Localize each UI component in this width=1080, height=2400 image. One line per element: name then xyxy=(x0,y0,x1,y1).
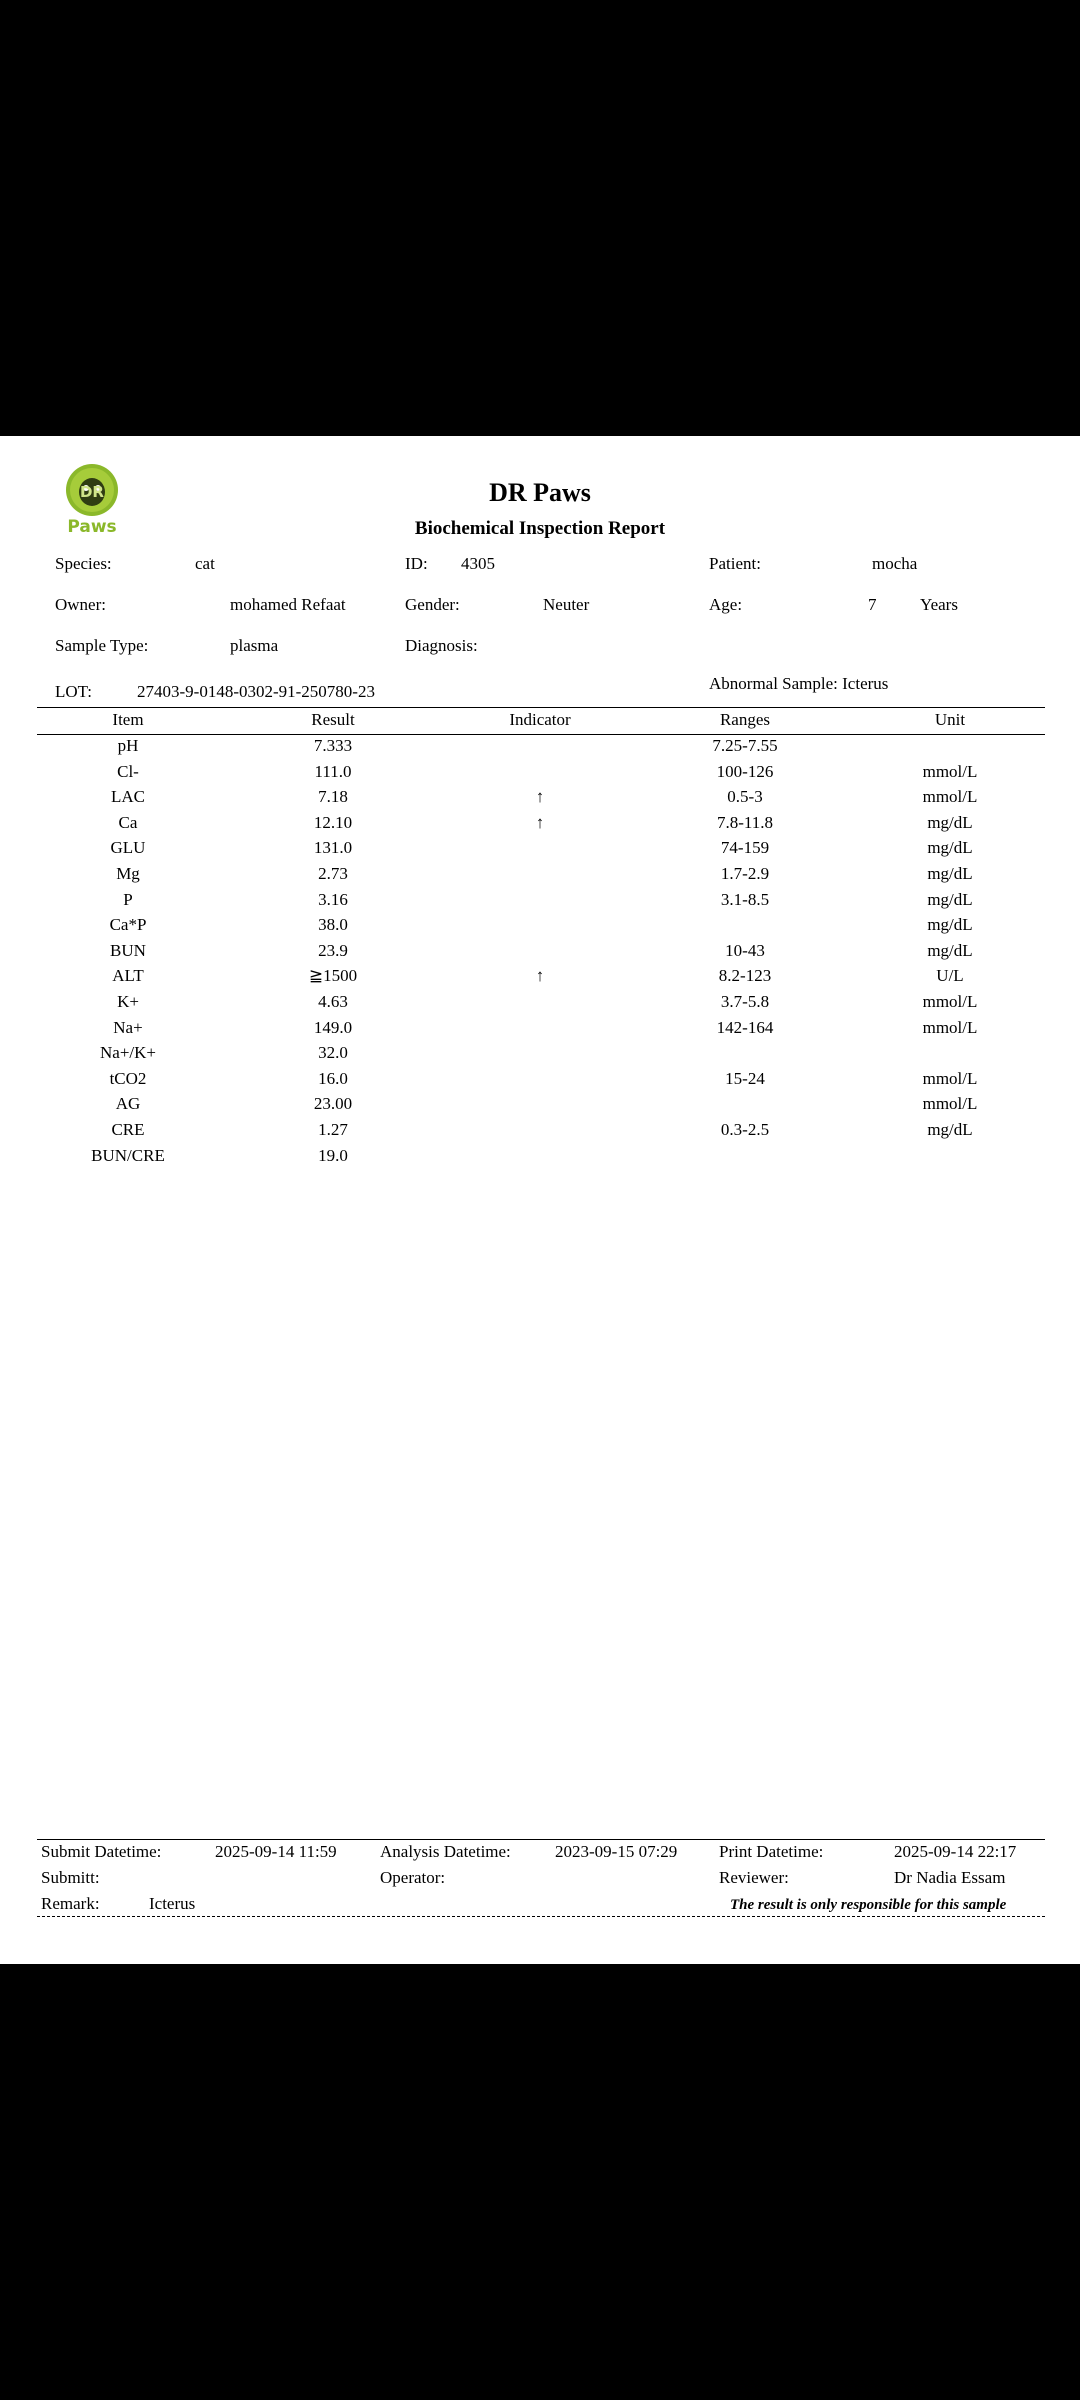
row-range: 7.8-11.8 xyxy=(716,812,774,832)
high-indicator-arrow: ↑ xyxy=(535,812,545,832)
row-result: 3.16 xyxy=(318,889,348,909)
table-row xyxy=(0,992,1080,1017)
row-item: Cl- xyxy=(117,761,139,781)
row-unit: mmol/L xyxy=(922,1017,978,1037)
row-range: 74-159 xyxy=(720,838,770,858)
patient-label: Patient: xyxy=(709,554,761,573)
row-item: LAC xyxy=(111,787,145,807)
row-item: GLU xyxy=(110,838,146,858)
row-range: 142-164 xyxy=(716,1017,774,1037)
sample-type-label: Sample Type: xyxy=(55,636,149,655)
species-value: cat xyxy=(195,554,215,573)
sample-type-value: plasma xyxy=(230,636,279,655)
submit-datetime-label: Submit Datetime: xyxy=(41,1842,162,1861)
table-header-rule xyxy=(37,734,1045,735)
row-item: tCO2 xyxy=(109,1068,147,1088)
row-range: 1.7-2.9 xyxy=(720,864,770,883)
row-result: 7.18 xyxy=(318,787,348,807)
row-result: ≧1500 xyxy=(308,966,358,986)
patient-value: mocha xyxy=(872,554,918,573)
row-unit: mmol/L xyxy=(922,1094,978,1114)
id-label: ID: xyxy=(405,554,428,573)
row-result: 16.0 xyxy=(318,1068,348,1088)
row-result: 23.9 xyxy=(318,940,348,960)
remark-label: Remark: xyxy=(41,1894,100,1913)
row-range: 3.1-8.5 xyxy=(720,889,770,909)
row-unit: mmol/L xyxy=(922,787,978,807)
row-range: 7.25-7.55 xyxy=(712,736,778,755)
table-row xyxy=(0,915,1080,940)
row-item: ALT xyxy=(112,966,144,986)
header-unit: Unit xyxy=(934,710,966,729)
row-item: BUN/CRE xyxy=(91,1145,165,1165)
row-item: P xyxy=(123,889,133,909)
row-unit: mg/dL xyxy=(927,838,973,858)
row-result: 7.333 xyxy=(313,736,353,755)
row-result: 4.63 xyxy=(318,992,348,1011)
row-unit: U/L xyxy=(936,966,964,986)
id-value: 4305 xyxy=(461,554,495,573)
print-datetime-label: Print Datetime: xyxy=(719,1842,824,1861)
row-item: CRE xyxy=(111,1120,145,1139)
table-row xyxy=(0,890,1080,915)
row-unit: mg/dL xyxy=(927,889,973,909)
table-top-rule xyxy=(37,707,1045,708)
row-range: 0.5-3 xyxy=(727,787,763,807)
submit-datetime-value: 2025-09-14 11:59 xyxy=(215,1842,337,1861)
table-row xyxy=(0,1120,1080,1145)
svg-text:Paws: Paws xyxy=(67,517,117,537)
gender-label: Gender: xyxy=(405,595,460,614)
table-row xyxy=(0,1069,1080,1094)
table-row xyxy=(0,966,1080,991)
species-label: Species: xyxy=(55,554,112,573)
lot-label: LOT: xyxy=(55,682,92,701)
header-item: Item xyxy=(112,710,144,729)
row-unit: mmol/L xyxy=(922,992,978,1011)
row-item: Na+ xyxy=(113,1017,143,1037)
report-page xyxy=(0,436,1080,1964)
row-item: Ca xyxy=(118,812,138,832)
footer-dashed-rule xyxy=(37,1916,1045,1917)
row-item: Na+/K+ xyxy=(100,1043,156,1063)
table-row xyxy=(0,736,1080,761)
row-result: 32.0 xyxy=(318,1043,348,1063)
row-unit: mg/dL xyxy=(927,940,973,960)
analysis-datetime-value: 2023-09-15 07:29 xyxy=(555,1842,678,1861)
operator-label: Operator: xyxy=(380,1868,446,1887)
table-row xyxy=(0,941,1080,966)
row-result: 111.0 xyxy=(314,761,352,781)
header-indicator: Indicator xyxy=(509,710,571,729)
row-unit: mg/dL xyxy=(927,1120,973,1139)
high-indicator-arrow: ↑ xyxy=(535,966,545,986)
row-item: AG xyxy=(115,1094,141,1114)
header-ranges: Ranges xyxy=(719,710,771,729)
owner-value: mohamed Refaat xyxy=(230,595,346,614)
age-value: 7 xyxy=(868,595,877,614)
owner-label: Owner: xyxy=(55,595,106,614)
row-item: K+ xyxy=(117,992,139,1011)
table-row xyxy=(0,1146,1080,1171)
submitt-label: Submitt: xyxy=(41,1868,100,1887)
table-row xyxy=(0,787,1080,812)
table-row xyxy=(0,762,1080,787)
row-result: 2.73 xyxy=(318,864,348,883)
lot-value: 27403-9-0148-0302-91-250780-23 xyxy=(137,682,375,701)
responsibility-note: The result is only responsible for this sample xyxy=(730,1897,1007,1913)
svg-text:DR: DR xyxy=(79,483,105,501)
table-row xyxy=(0,1043,1080,1068)
high-indicator-arrow: ↑ xyxy=(535,787,545,807)
row-item: pH xyxy=(117,736,139,755)
row-result: 131.0 xyxy=(313,838,353,858)
clinic-name: DR Paws xyxy=(489,478,591,507)
age-label: Age: xyxy=(709,595,743,614)
row-item: Mg xyxy=(116,864,140,883)
remark-value: Icterus xyxy=(149,1894,196,1913)
table-row xyxy=(0,864,1080,889)
row-unit: mg/dL xyxy=(927,812,973,832)
footer-rule xyxy=(37,1839,1045,1840)
analysis-datetime-label: Analysis Datetime: xyxy=(380,1842,511,1861)
table-row xyxy=(0,813,1080,838)
row-range: 0.3-2.5 xyxy=(720,1120,770,1139)
reviewer-value: Dr Nadia Essam xyxy=(894,1868,1006,1887)
row-result: 149.0 xyxy=(313,1017,353,1037)
diagnosis-label: Diagnosis: xyxy=(405,636,478,655)
row-result: 23.00 xyxy=(313,1094,353,1114)
reviewer-label: Reviewer: xyxy=(719,1868,789,1887)
gender-value: Neuter xyxy=(543,595,590,614)
row-unit: mmol/L xyxy=(922,761,978,781)
row-range: 100-126 xyxy=(716,761,774,781)
row-range: 10-43 xyxy=(725,940,765,960)
row-result: 12.10 xyxy=(313,812,353,832)
table-row xyxy=(0,838,1080,863)
row-unit: mmol/L xyxy=(922,1068,978,1088)
row-result: 19.0 xyxy=(318,1145,348,1165)
report-title: Biochemical Inspection Report xyxy=(414,518,666,539)
abnormal-sample: Abnormal Sample: Icterus xyxy=(709,674,889,693)
table-row xyxy=(0,1094,1080,1119)
row-range: 3.7-5.8 xyxy=(720,992,770,1011)
row-result: 1.27 xyxy=(318,1120,348,1139)
row-item: BUN xyxy=(110,940,146,960)
table-row xyxy=(0,1018,1080,1043)
age-unit: Years xyxy=(920,595,958,614)
header-result: Result xyxy=(311,710,355,729)
row-range: 15-24 xyxy=(725,1068,765,1088)
row-unit: mg/dL xyxy=(927,915,973,935)
row-item: Ca*P xyxy=(109,915,147,935)
row-result: 38.0 xyxy=(318,915,348,935)
row-range: 8.2-123 xyxy=(718,966,772,986)
row-unit: mg/dL xyxy=(927,864,973,883)
print-datetime-value: 2025-09-14 22:17 xyxy=(894,1842,1017,1861)
